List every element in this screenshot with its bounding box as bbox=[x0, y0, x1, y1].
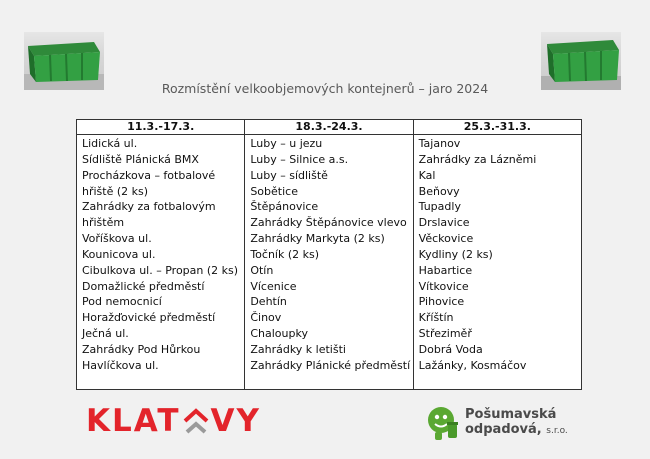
roof-chevron-icon bbox=[182, 406, 210, 436]
list-item: Zahrádky k letišti bbox=[250, 342, 346, 356]
list-item: Havlíčkova ul. bbox=[82, 358, 159, 372]
list-item: Voříškova ul. bbox=[82, 232, 152, 246]
recycling-mascot-icon bbox=[426, 404, 460, 442]
column-header: 11.3.-17.3. bbox=[77, 120, 244, 135]
list-item: Kříštín bbox=[418, 311, 454, 325]
list-item: Luby – Silnice a.s. bbox=[250, 152, 349, 166]
list-item: Zahrádky Plánické předměstí bbox=[250, 358, 411, 372]
list-item: Sídliště Plánická BMX bbox=[82, 152, 199, 166]
list-item: Kal bbox=[418, 168, 436, 182]
list-item: Dehtín bbox=[250, 295, 287, 309]
list-item: Střeziměř bbox=[418, 327, 472, 341]
list-item: Procházkova – fotbalové bbox=[82, 168, 216, 182]
list-item: hřištěm bbox=[82, 216, 125, 230]
list-item: Točník (2 ks) bbox=[250, 247, 320, 261]
list-item: Domažlické předměstí bbox=[82, 279, 205, 293]
list-item: Lidická ul. bbox=[82, 137, 138, 150]
list-item: Luby – sídliště bbox=[250, 168, 328, 182]
list-item: Kounicova ul. bbox=[82, 247, 156, 261]
list-item: Otín bbox=[250, 263, 274, 277]
list-item: Tajanov bbox=[418, 137, 461, 150]
list-item: Dobrá Voda bbox=[418, 342, 483, 356]
list-item: Štěpánovice bbox=[250, 200, 319, 214]
company-name-line2: odpadová, s.r.o. bbox=[465, 422, 568, 437]
list-item: Zahrádky Štěpánovice vlevo bbox=[250, 216, 407, 230]
list-item: Věckovice bbox=[418, 232, 474, 246]
location-list bbox=[245, 135, 412, 374]
list-item: Zahrádky Pod Hůrkou bbox=[82, 342, 201, 356]
list-item: Kydliny (2 ks) bbox=[418, 247, 493, 261]
list-item: Chaloupky bbox=[250, 327, 308, 341]
page-title: Rozmístění velkoobjemových kontejnerů – jaro 2024 bbox=[161, 81, 489, 96]
list-item: Ječná ul. bbox=[82, 327, 129, 341]
logo-text-end: VY bbox=[210, 403, 261, 439]
list-item: Zahrádky za fotbalovým bbox=[82, 200, 216, 214]
column-header: 25.3.-31.3. bbox=[414, 120, 581, 135]
schedule-table bbox=[76, 119, 582, 390]
list-item: Vítkovice bbox=[418, 279, 469, 293]
list-item: Beňovy bbox=[418, 184, 460, 198]
location-list bbox=[77, 135, 244, 374]
list-item: Pod nemocnicí bbox=[82, 295, 162, 309]
list-item: Lažánky, Kosmáčov bbox=[418, 358, 527, 372]
list-item: Habartice bbox=[418, 263, 473, 277]
klatovy-logo bbox=[86, 403, 261, 439]
list-item: Drslavice bbox=[418, 216, 470, 230]
logo-text-start: KLAT bbox=[86, 403, 181, 439]
company-name-line1: Pošumavská bbox=[465, 407, 557, 422]
list-item: Zahrádky za Lázněmi bbox=[418, 152, 537, 166]
list-item: Činov bbox=[250, 311, 282, 325]
column-week-2 bbox=[245, 120, 413, 389]
list-item: Sobětice bbox=[250, 184, 298, 198]
list-item: Luby – u jezu bbox=[250, 137, 323, 150]
company-logo bbox=[426, 404, 568, 442]
list-item: Horažďovické předměstí bbox=[82, 311, 216, 325]
column-header: 18.3.-24.3. bbox=[245, 120, 412, 135]
company-suffix: s.r.o. bbox=[546, 426, 568, 436]
list-item: Cibulkova ul. – Propan (2 ks) bbox=[82, 263, 239, 277]
list-item: Pihovice bbox=[418, 295, 465, 309]
list-item: Vícenice bbox=[250, 279, 297, 293]
list-item: Zahrádky Markyta (2 ks) bbox=[250, 232, 385, 246]
list-item: Tupadly bbox=[418, 200, 461, 214]
column-week-3 bbox=[414, 120, 581, 389]
company-name bbox=[465, 407, 568, 439]
column-week-1 bbox=[77, 120, 245, 389]
list-item: hřiště (2 ks) bbox=[82, 184, 149, 198]
location-list bbox=[414, 135, 581, 374]
